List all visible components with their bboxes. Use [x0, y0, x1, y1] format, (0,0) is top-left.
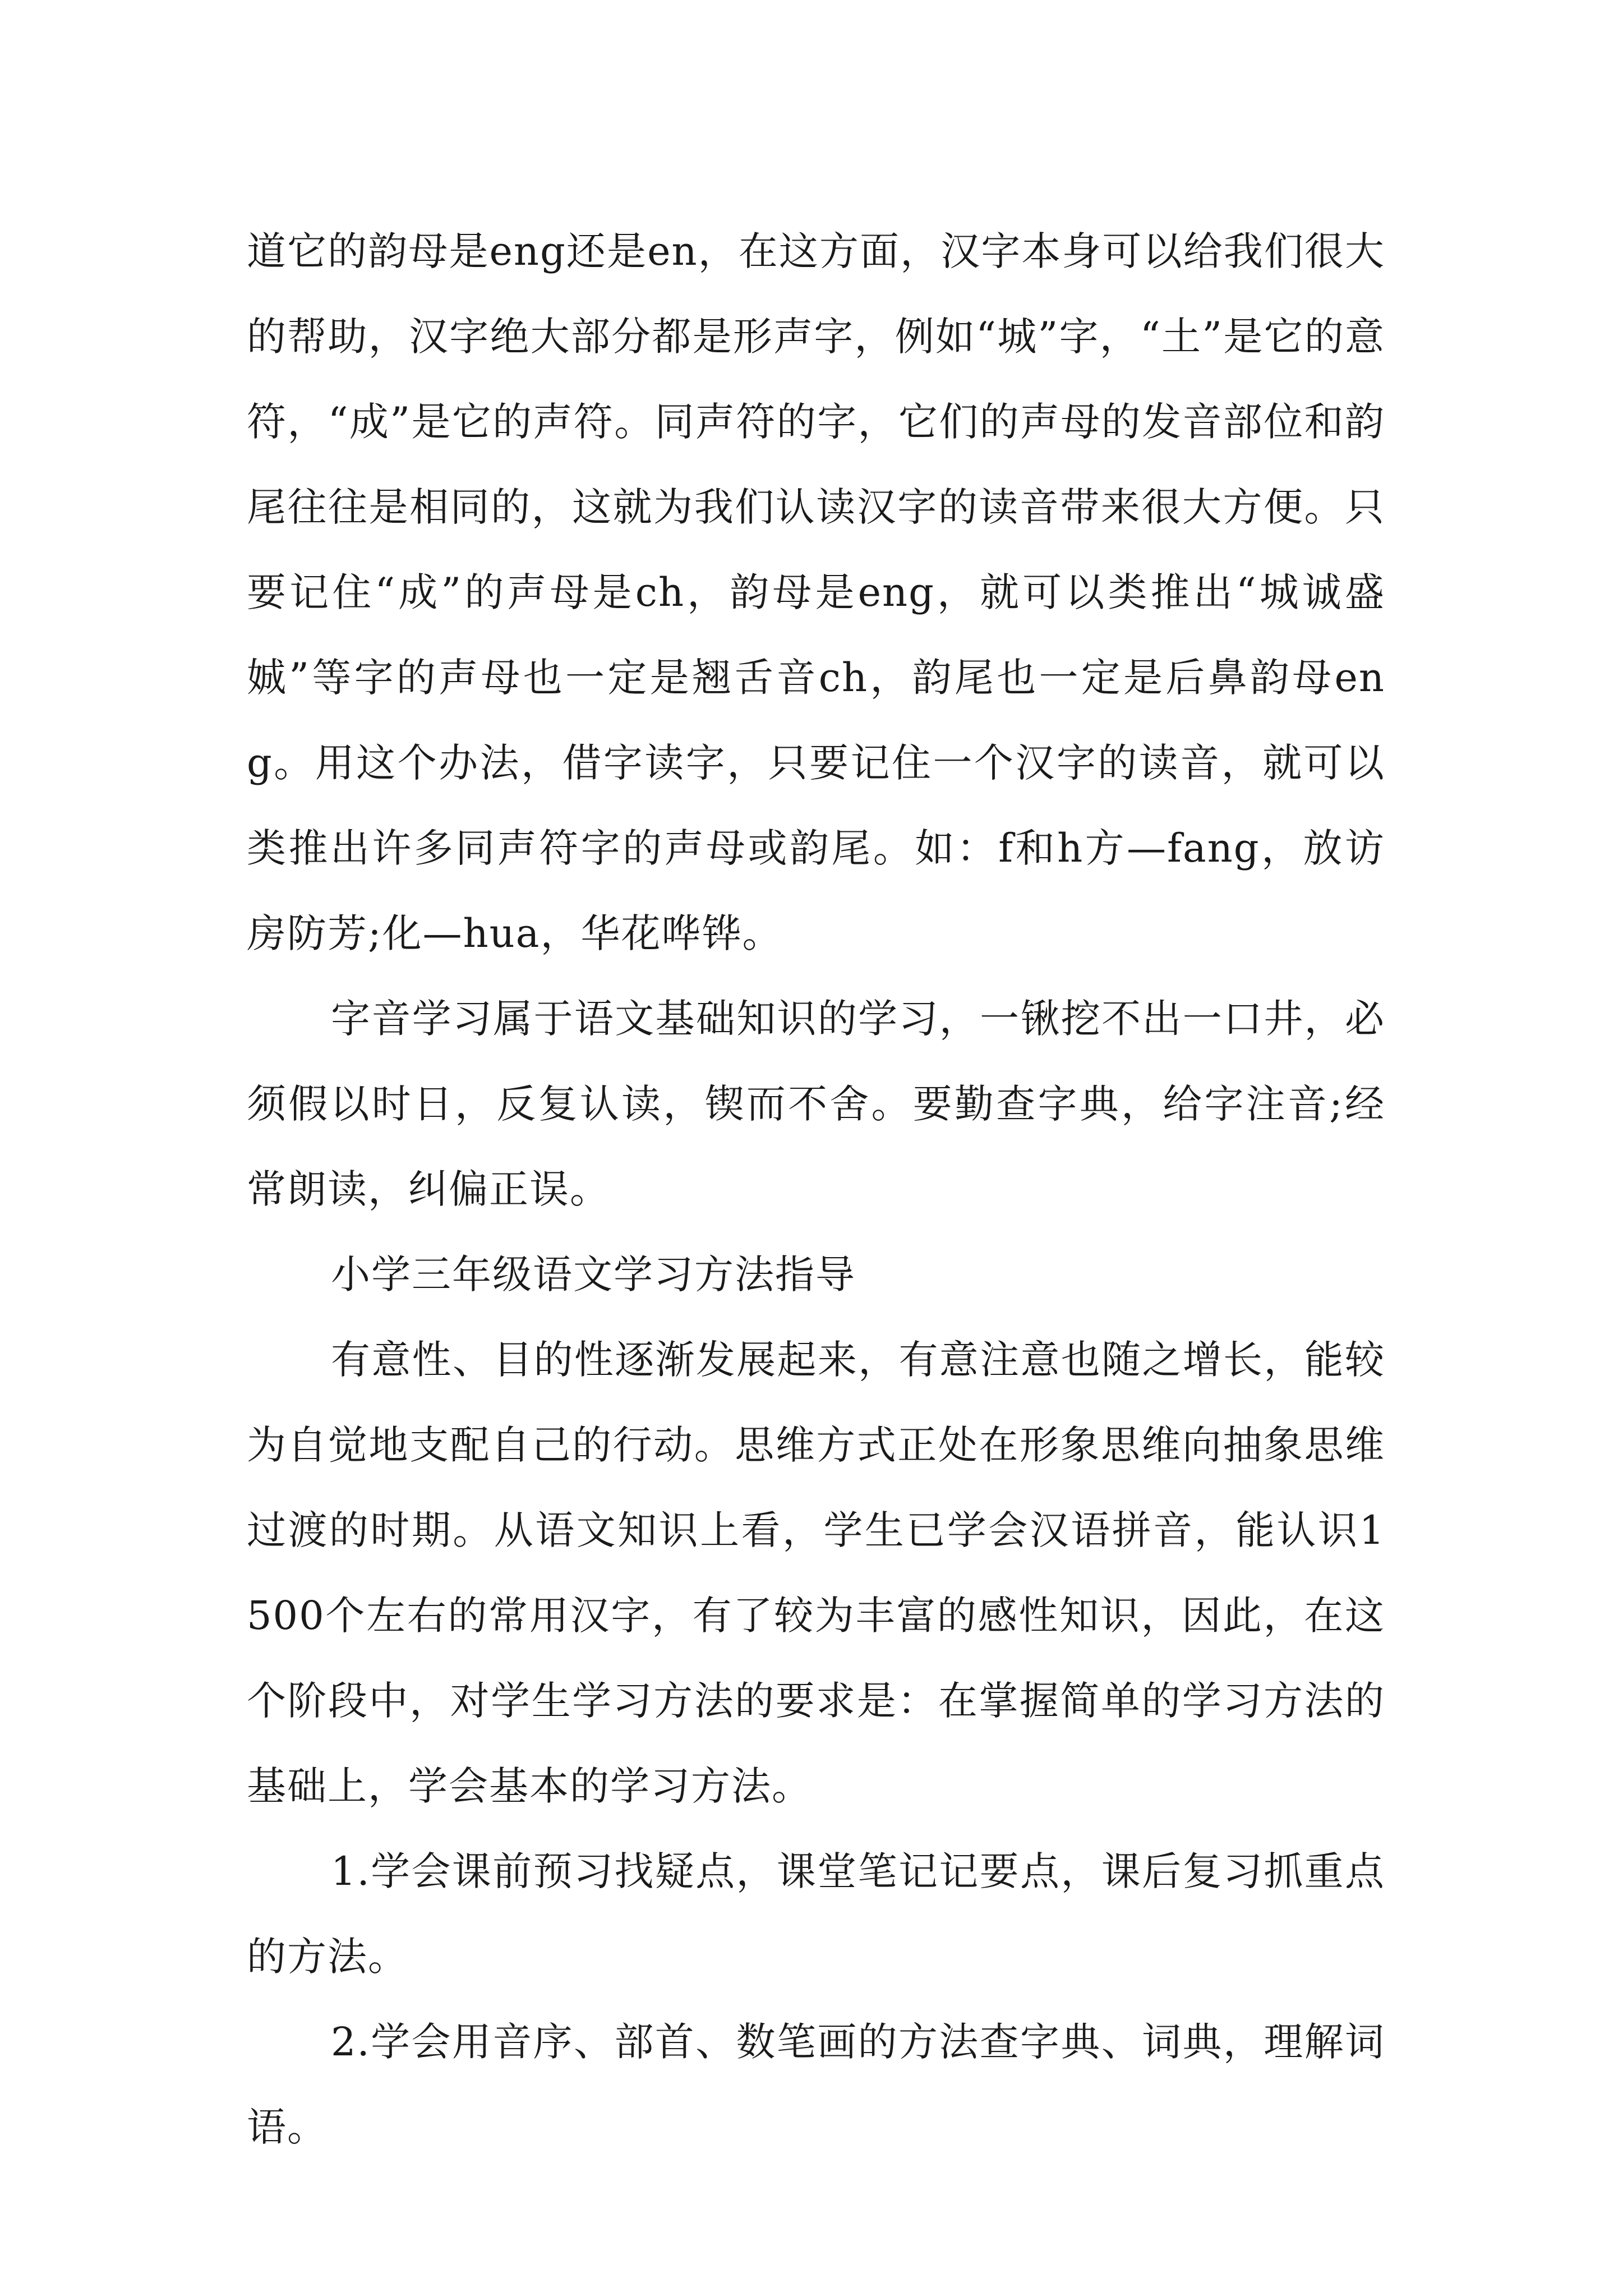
document-body [247, 209, 1385, 2170]
paragraph-method-two: 2.学会用音序、部首、数笔画的方法查字典、词典，理解词语。 [247, 2019, 1385, 2150]
paragraph-method-one: 1.学会课前预习找疑点，课堂笔记记要点，课后复习抓重点的方法。 [247, 1848, 1385, 1980]
paragraph-pronunciation-study: 字音学习属于语文基础知识的学习，一锹挖不出一口井，必须假以时日，反复认读，锲而不舍。要勤查字典，给字注音;经常朗读，纠偏正误。 [247, 996, 1385, 1212]
paragraph-grade-three-overview: 有意性、目的性逐渐发展起来，有意注意也随之增长，能较为自觉地支配自己的行动。思维方式正处在形象思维向抽象思维过渡的时期。从语文知识上看，学生已学会汉语拼音，能认识1500个左右的常用汉字，有了较为丰富的感性知识，因此，在这个阶段中，对学生学习方法的要求是：在掌握简单的学习方法的基础上，学会基本的学习方法。 [247, 1337, 1385, 1809]
paragraph-pronunciation-method: 道它的韵母是eng还是en，在这方面，汉字本身可以给我们很大的帮助，汉字绝大部分都是形声字，例如“城”字，“土”是它的意符，“成”是它的声符。同声符的字，它们的声母的发音部位和韵尾往往是相同的，这就为我们认读汉字的读音带来很大方便。只要记住“成”的声母是ch，韵母是eng，就可以类推出“城诚盛娍”等字的声母也一定是翘舌音ch，韵尾也一定是后鼻韵母eng。用这个办法，借字读字，只要记住一个汉字的读音，就可以类推出许多同声符字的声母或韵尾。如：f和h方—fang，放访房防芳;化—hua，华花哗铧。 [247, 228, 1385, 956]
section-heading: 小学三年级语文学习方法指导 [331, 1251, 856, 1297]
